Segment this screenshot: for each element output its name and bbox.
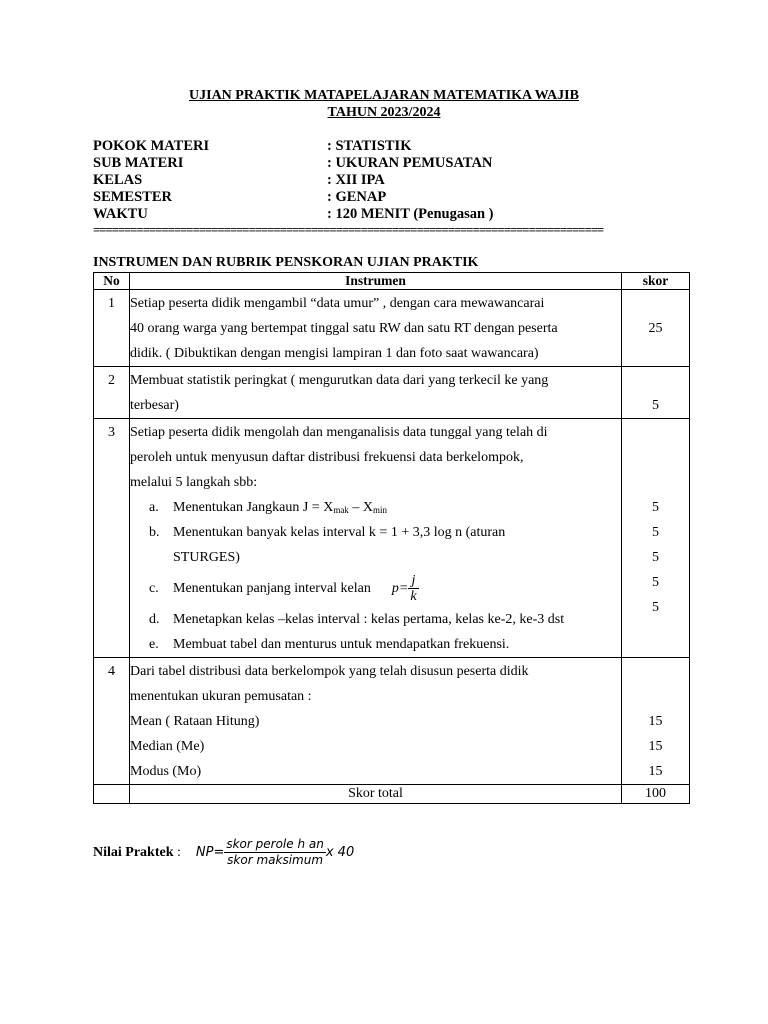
fraction-j-over-k: $\frac{j}{k}$ <box>410 573 417 605</box>
score-value: 5 <box>652 398 659 413</box>
meta-value-waktu: : 120 MENIT (Penugasan ) <box>327 206 494 222</box>
nilai-praktek-label: Nilai Praktek <box>93 845 174 860</box>
row-number: 1 <box>108 296 115 311</box>
row-number: 3 <box>108 425 115 440</box>
meta-value-pokok-materi: : STATISTIK <box>327 138 412 154</box>
formula-lhs: NP= <box>195 845 225 860</box>
step-text: Menentukan banyak kelas interval k = 1 + 3,3 log n (aturan <box>173 525 506 540</box>
fraction-numerator: skor perole h an <box>226 837 324 852</box>
step-text-mid: – X <box>348 500 373 515</box>
score-value: 5 <box>652 550 659 565</box>
header-no: No <box>94 273 130 290</box>
instrument-line: Mean ( Rataan Hitung) <box>130 714 260 729</box>
formula-colon: : <box>173 845 181 860</box>
meta-label-pokok-materi: POKOK MATERI <box>93 138 210 154</box>
score-value: 25 <box>648 321 663 336</box>
step-letter: c. <box>149 581 159 596</box>
instrument-line: menentukan ukuran pemusatan : <box>130 689 312 704</box>
step-letter: b. <box>149 525 160 540</box>
total-label: Skor total <box>130 785 622 804</box>
formula-rhs: x 40 <box>325 845 355 860</box>
table-row <box>94 658 690 785</box>
document-title-line2: TAHUN 2023/2024 <box>327 105 441 120</box>
step-letter: d. <box>149 612 160 627</box>
meta-label-waktu: WAKTU <box>93 206 148 222</box>
instrument-line: Median (Me) <box>130 739 205 754</box>
score-value: 5 <box>652 575 659 590</box>
header-skor: skor <box>622 273 690 290</box>
row-number: 4 <box>108 664 115 679</box>
score-value: 5 <box>652 525 659 540</box>
formula-lhs: p= <box>391 581 409 596</box>
score-value: 15 <box>648 764 663 779</box>
instrument-line: didik. ( Dibuktikan dengan mengisi lampiran 1 dan foto saat wawancara) <box>130 346 539 361</box>
rubric-table <box>93 272 690 804</box>
step-b-continuation: STURGES) <box>173 550 240 565</box>
step-e <box>130 632 621 657</box>
instrument-line: terbesar) <box>130 398 179 413</box>
step-b <box>130 520 621 545</box>
separator-line: ================================================================================== <box>93 223 604 237</box>
score-value: 15 <box>648 739 663 754</box>
instrument-line: 40 orang warga yang bertempat tinggal satu RW dan satu RT dengan peserta <box>130 321 558 336</box>
step-d <box>130 607 621 632</box>
table-row <box>94 290 690 367</box>
instrument-line: Membuat statistik peringkat ( mengurutkan data dari yang terkecil ke yang <box>130 373 549 388</box>
meta-value-semester: : GENAP <box>327 189 387 205</box>
meta-label-semester: SEMESTER <box>93 189 172 205</box>
instrument-line: Modus (Mo) <box>130 764 202 779</box>
table-row <box>94 419 690 658</box>
instrument-line: melalui 5 langkah sbb: <box>130 475 258 490</box>
score-value: 5 <box>652 500 659 515</box>
meta-value-sub-materi: : UKURAN PEMUSATAN <box>327 155 493 171</box>
section-title: INSTRUMEN DAN RUBRIK PENSKORAN UJIAN PRAKTIK <box>93 255 479 270</box>
step-letter: a. <box>149 500 159 515</box>
table-total-row <box>94 785 690 804</box>
document-title-line1: UJIAN PRAKTIK MATAPELAJARAN MATEMATIKA WAJIB <box>189 88 579 103</box>
instrument-line: Dari tabel distribusi data berkelompok yang telah disusun peserta didik <box>130 664 529 679</box>
practice-score-formula <box>93 833 354 873</box>
meta-label-sub-materi: SUB MATERI <box>93 155 184 171</box>
step-c <box>130 570 621 607</box>
instrument-line: peroleh untuk menyusun daftar distribusi frekuensi data berkelompok, <box>130 450 524 465</box>
instrument-line: Setiap peserta didik mengolah dan menganalisis data tunggal yang telah di <box>130 425 548 440</box>
step-text: Menetapkan kelas –kelas interval : kelas pertama, kelas ke-2, ke-3 dst <box>173 612 565 627</box>
step-a <box>130 495 621 520</box>
step-text: Menentukan panjang interval kelan <box>173 581 371 596</box>
step-text: Menentukan Jangkaun J = X <box>173 500 334 515</box>
meta-value-kelas: : XII IPA <box>327 172 385 188</box>
subscript-min: min <box>372 505 387 515</box>
subscript-mak: mak <box>333 505 349 515</box>
score-value: 5 <box>652 600 659 615</box>
row-number: 2 <box>108 373 115 388</box>
step-text: Membuat tabel dan menturus untuk mendapatkan frekuensi. <box>173 637 510 652</box>
step-letter: e. <box>149 637 159 652</box>
fraction-score <box>224 837 325 868</box>
total-value: 100 <box>622 785 690 804</box>
header-instrumen: Instrumen <box>130 273 622 290</box>
instrument-line: Setiap peserta didik mengambil “data umur” , dengan cara mewawancarai <box>130 296 545 311</box>
table-header-row <box>94 273 690 290</box>
meta-label-kelas: KELAS <box>93 172 143 188</box>
score-value: 15 <box>648 714 663 729</box>
fraction-denominator: skor maksimum <box>227 853 324 868</box>
table-row <box>94 367 690 419</box>
